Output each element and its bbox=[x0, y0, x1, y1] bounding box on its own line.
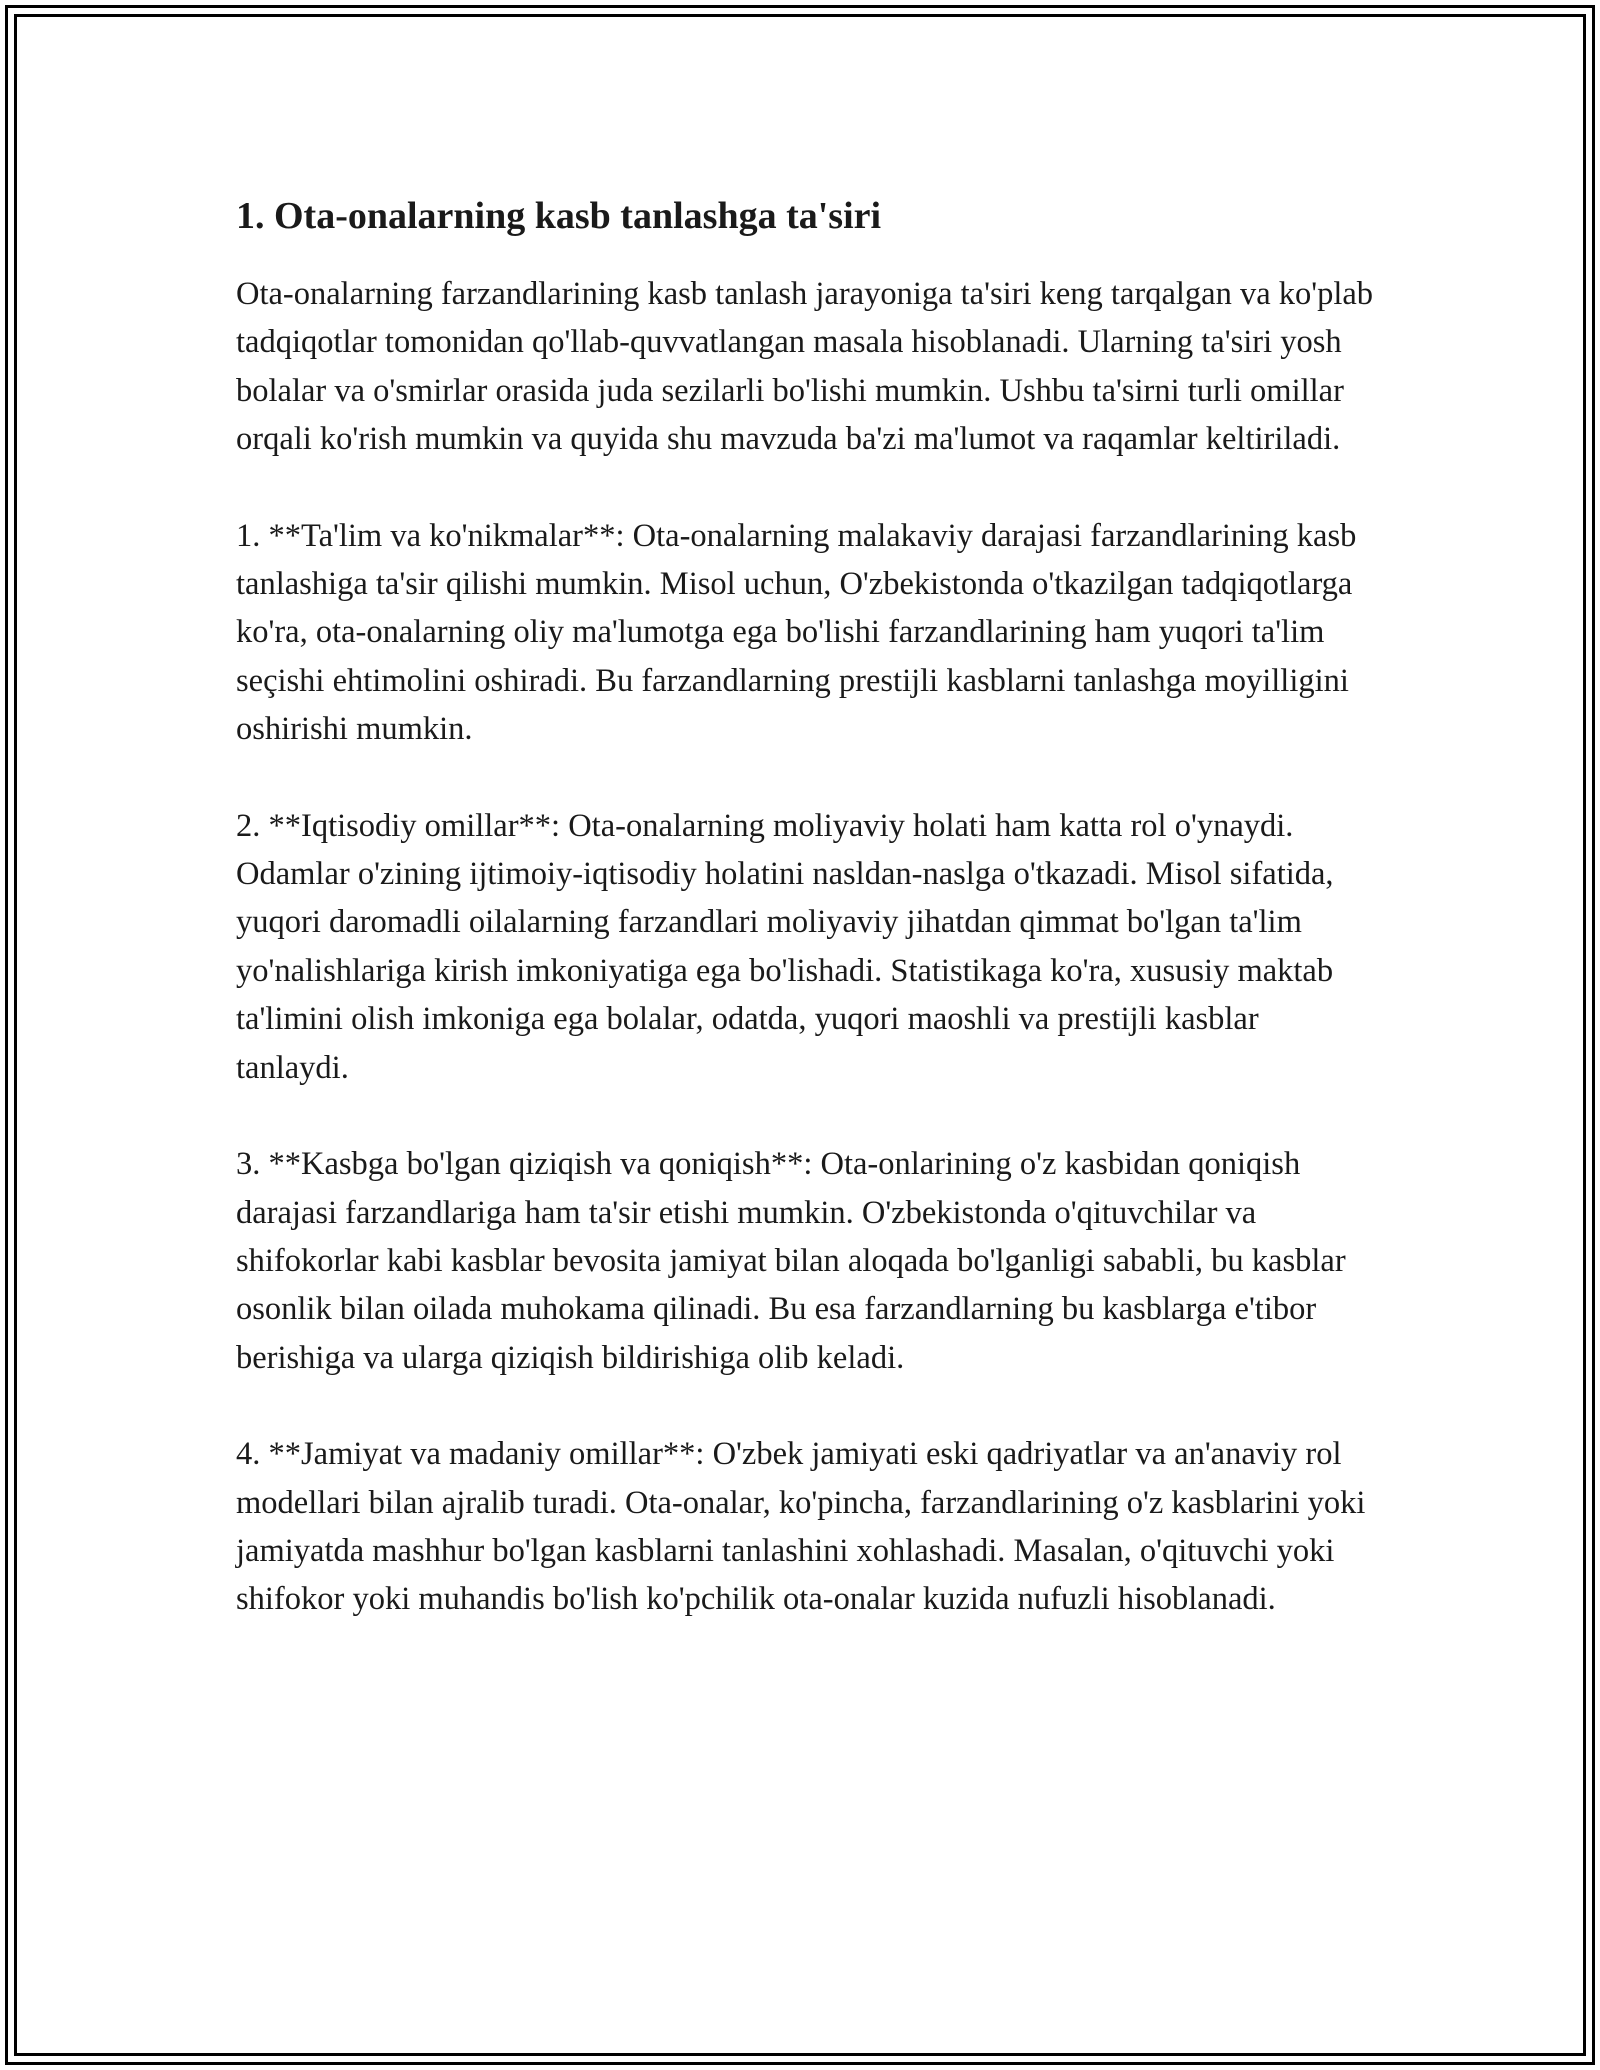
paragraph-social-cultural: 4. **Jamiyat va madaniy omillar**: O'zbek jamiyati eski qadriyatlar va an'anaviy rol modellari bilan ajralib turadi. Ota-onalar, ko'pincha, farzandlarining o'z kasblarini yoki jamiyatda mashhur bo'lgan kasblarni tanlashini xohlashadi. Masalan, o'qituvchi yoki shifokor yoki muhandis bo'lish ko'pchilik ota-onalar kuzida nufuzli hisoblanadi. bbox=[236, 1436, 1366, 1618]
paragraph-career-interest: 3. **Kasbga bo'lgan qiziqish va qoniqish**: Ota-onlarining o'z kasbidan qoniqish darajasi farzandlariga ham ta'sir etishi mumkin. O'zbekistonda o'qituvchilar va shifokorlar kabi kasblar bevosita jamiyat bilan aloqada bo'lganligi sababli, bu kasblar osonlik bilan oilada muhokama qilinadi. Bu esa farzandlarning bu kasblarga e'tibor berishiga va ularga qiziqish bildirishiga olib keladi. bbox=[236, 1146, 1346, 1376]
paragraph-economic-factors: 2. **Iqtisodiy omillar**: Ota-onalarning moliyaviy holati ham katta rol o'ynaydi. Odamlar o'zining ijtimoiy-iqtisodiy holatini nasldan-naslga o'tkazadi. Misol sifatida, yuqori daromadli oilalarning farzandlari moliyaviy jihatdan qimmat bo'lgan ta'lim yo'nalishlariga kirish imkoniyatiga ega bo'lishadi. Statistikaga ko'ra, xususiy maktab ta'limini olish imkoniga ega bolalar, odatda, yuqori maoshli va prestijli kasblar tanlaydi. bbox=[236, 807, 1334, 1086]
document-body bbox=[236, 184, 1376, 1672]
paragraph-education-skills: 1. **Ta'lim va ko'nikmalar**: Ota-onalarning malakaviy darajasi farzandlarining kasb tanlashiga ta'sir qilishi mumkin. Misol uchun, O'zbekistonda o'tkazilgan tadqiqotlarga ko'ra, ota-onalarning oliy ma'lumotga ega bo'lishi farzandlarining ham yuqori ta'lim seçishi ehtimolini oshiradi. Bu farzandlarning prestijli kasblarni tanlashga moyilligini oshirishi mumkin. bbox=[236, 517, 1357, 748]
intro-paragraph: Ota-onalarning farzandlarining kasb tanlash jarayoniga ta'siri keng tarqalgan va ko'plab tadqiqotlar tomonidan qo'llab-quvvatlangan masala hisoblanadi. Ularning ta'siri yosh bolalar va o'smirlar orasida juda sezilarli bo'lishi mumkin. Ushbu ta'sirni turli omillar orqali ko'rish mumkin va quyida shu mavzuda ba'zi ma'lumot va raqamlar keltiriladi. bbox=[236, 276, 1374, 458]
section-heading: 1. Ota-onalarning kasb tanlashga ta'siri bbox=[236, 195, 882, 237]
